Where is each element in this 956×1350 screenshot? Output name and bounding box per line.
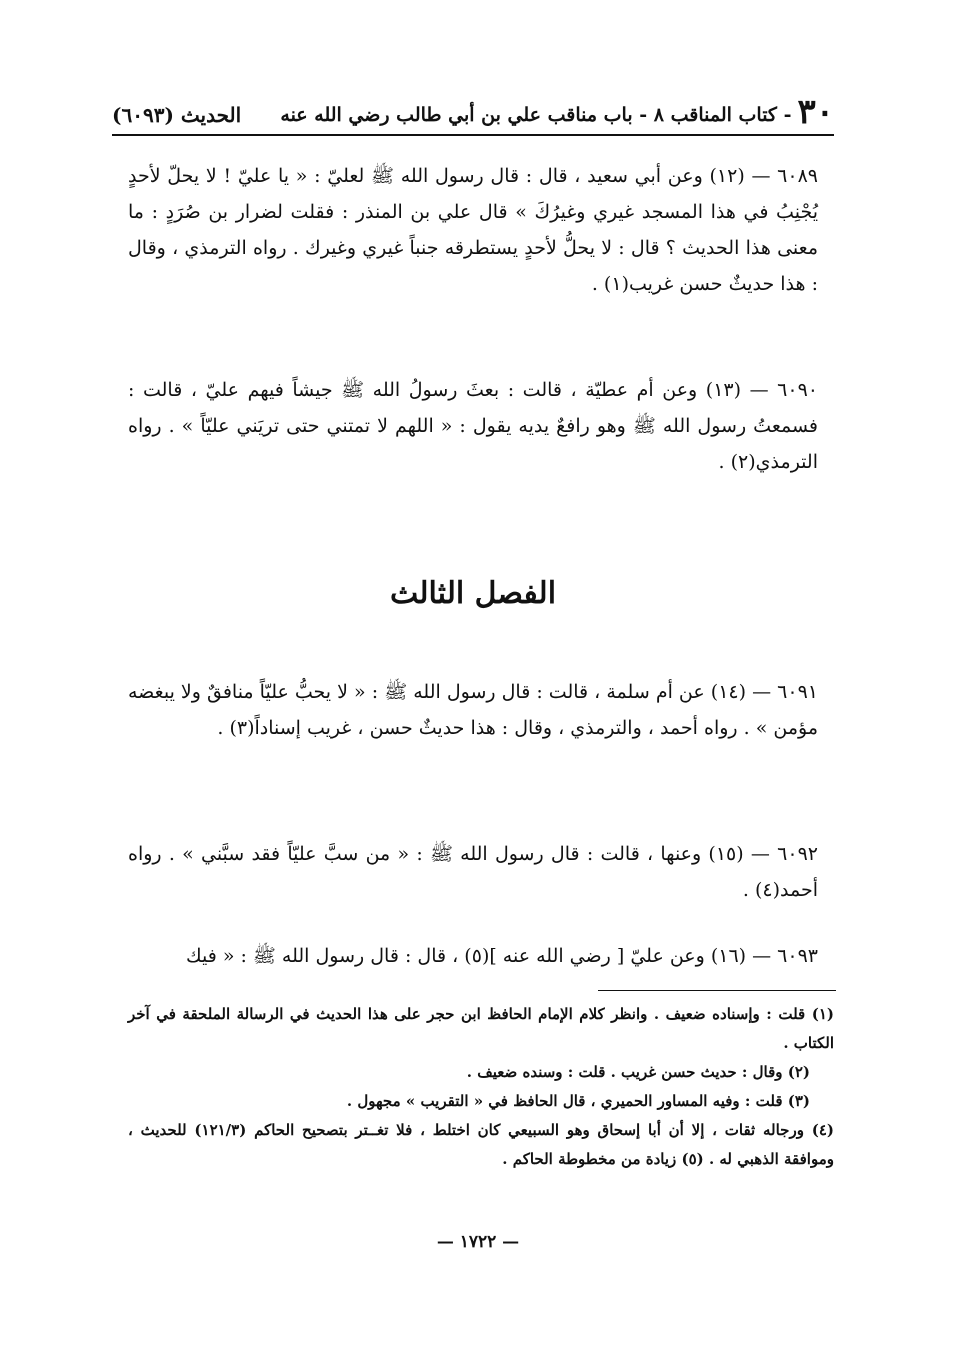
hadith-range: الحديث (٦٠٩٣) [112,103,242,127]
page-number: — ١٧٢٢ — [436,1232,520,1252]
section-title: الفصل الثالث [389,576,557,611]
footnote-2: (٢) وقال : حديث حسن غريب . قلت : وسنده ضعيف . [466,1063,810,1081]
hadith-6089: ٦٠٨٩ — (١٢) وعن أبي سعيد ، قال : قال رسول الله ﷺ لعليّ : « يا عليّ ! لا يحلّ لأحدٍ يُجْنِبُ في هذا المسجد غيري وغيرُكَ » قال علي بن المنذر : فقلت لضرار بن صُرَدٍ : ما معنى هذا الحديث ؟ قال : لا يحلُّ لأحدٍ يستطرقه جنباً غيري وغيرك . رواه الترمذي ، وقال : هذا حديثٌ حسن غريب(١) . [128,165,818,295]
running-header [112,84,834,130]
footnote-rule [598,990,836,991]
header-title: - كتاب المناقب ٨ - باب مناقب علي بن أبي طالب رضي الله عنه [280,104,792,126]
footnote-3: (٣) قلت : وفيه المساور الحميري ، قال الحافظ في « التقريب » مجهول . [346,1092,810,1110]
footnote-1: (١) قلت : وإسناده ضعيف . وانظر كلام الإمام الحافظ ابن حجر على هذا الحديث في الرسالة الملحقة في آخر الكتاب . [128,1005,834,1052]
hadith-6093: ٦٠٩٣ — (١٦) وعن عليّ [ رضي الله عنه ](٥) ، قال : قال رسول الله ﷺ : « فيك [185,945,818,967]
hadith-6092: ٦٠٩٢ — (١٥) وعنها ، قالت : قال رسول الله ﷺ : « من سبَّ عليّاً فقد سبَّني » . رواه أحمد(٤) . [128,843,818,901]
footnotes [128,1000,834,1174]
hadith-6091: ٦٠٩١ — (١٤) عن أم سلمة ، قالت : قال رسول الله ﷺ : « لا يحبُّ عليّاً منافقٌ ولا يبغضه مؤمن » . رواه أحمد ، والترمذي ، وقال : هذا حديثٌ حسن ، غريب إسناداً(٣) . [128,681,818,739]
header-rule [112,134,834,136]
footnote-4-5: (٤) ورجاله ثقات ، إلا أن أبا إسحاق وهو السبيعي كان اختلط ، فلا تغــتر بتصحيح الحاكم (١٢١/٣) للحديث ، وموافقة الذهبي له . (٥) زيادة من مخطوطة الحاكم . [128,1121,834,1168]
hadith-6090: ٦٠٩٠ — (١٣) وعن أم عطيّة ، قالت : بعثَ رسولُ الله ﷺ جيشاً فيهم عليّ ، قالت : فسمعتُ رسول الله ﷺ وهو رافعٌ يديه يقول : « اللهم لا تمتني حتى تريَني عليّاً » . رواه الترمذي(٢) . [128,379,818,473]
chapter-number: ٣٠ [797,92,834,132]
